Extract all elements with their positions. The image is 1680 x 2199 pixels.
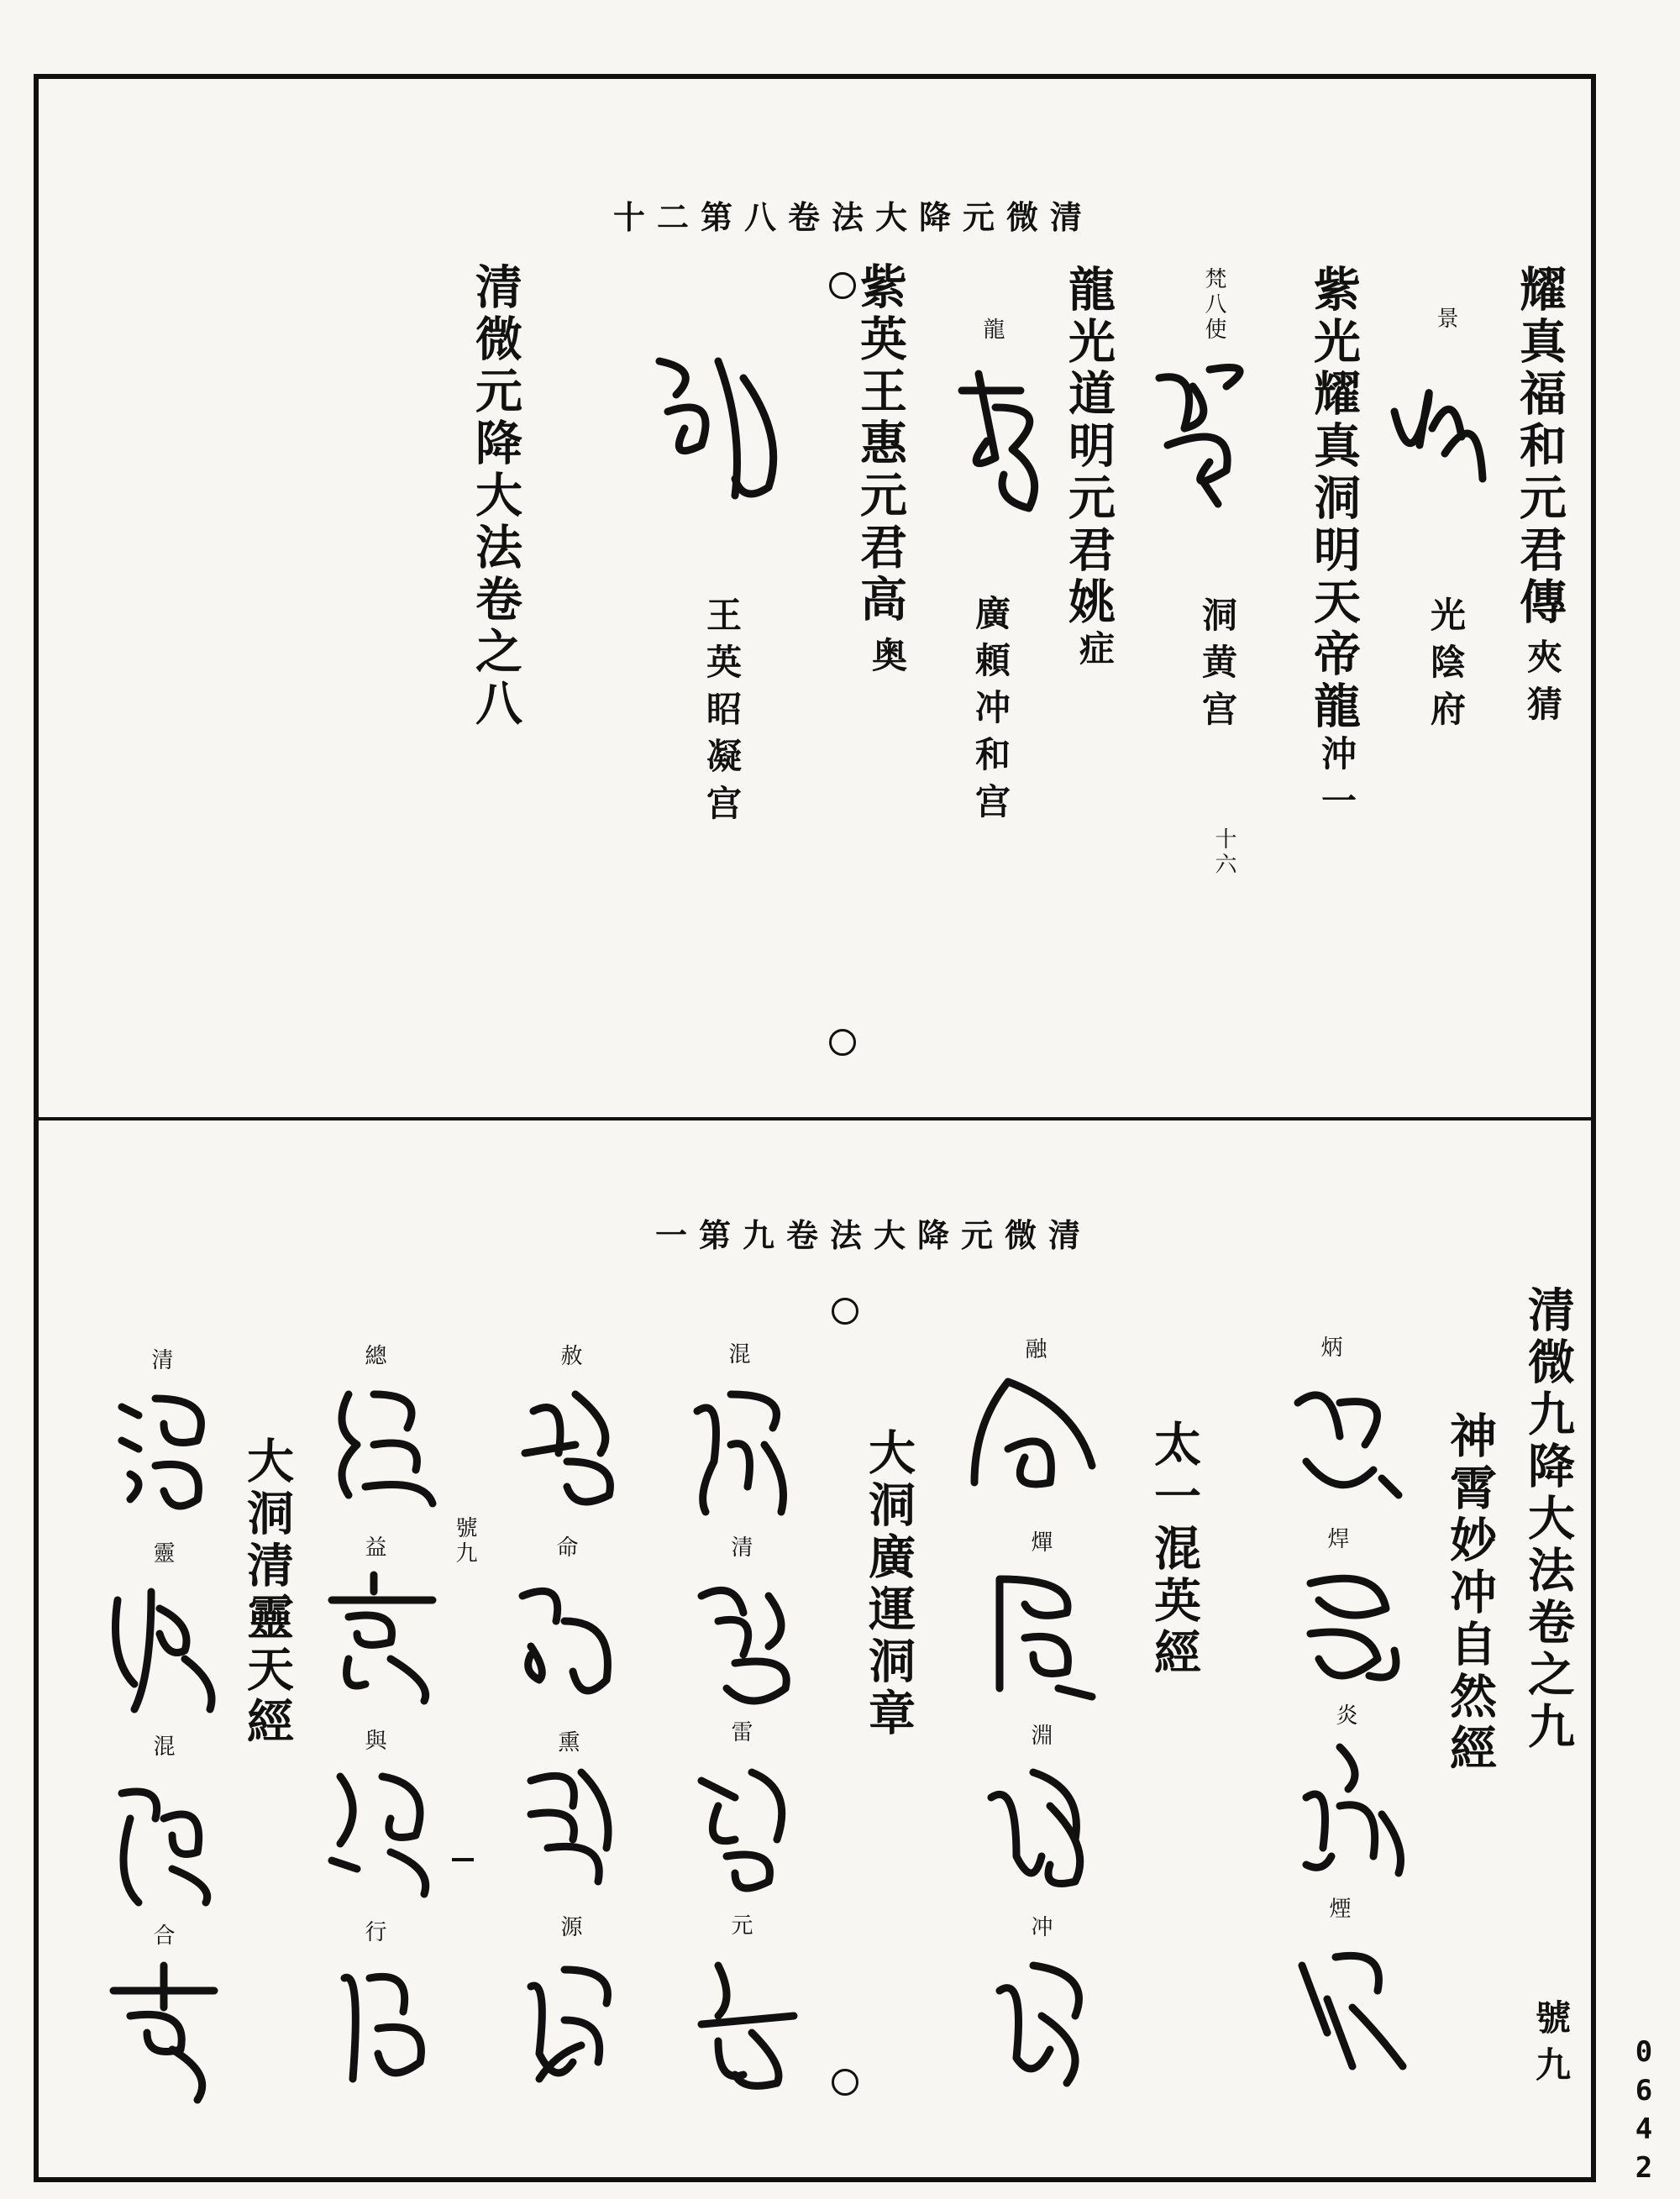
label-qing2: 清 [148,1348,173,1373]
binding-hole [832,1298,858,1325]
seal-glyph-qing2-icon [105,1382,223,1525]
label-xun: 熏 [554,1730,580,1756]
top-volume-end-title: 清微元降大法卷之八 [468,262,523,731]
top-col-3-main: 紫光耀真洞明天帝龍 [1306,265,1362,733]
top-col-6-small: 龍 [979,318,1005,343]
top-col-4-small: 梵八使 [1201,267,1226,343]
seal-glyph-yuan-icon [983,1756,1100,1898]
label-rong: 融 [1021,1337,1047,1362]
label-yuan: 淵 [1027,1724,1053,1749]
section-title-dadong-qingling: 大洞清靈天經 [239,1436,295,1749]
seal-glyph-qing-icon [685,1571,802,1714]
top-col-8-note: 王英眧凝宫 [701,596,743,832]
label-qing: 清 [727,1535,753,1561]
seal-glyph-yu-icon [323,1760,441,1902]
top-col-5-note: 症 [1074,630,1116,677]
binding-hole [829,272,856,299]
seal-glyph-he-icon [105,1957,223,2100]
top-running-header: 清微元降大法卷八第二十 [613,198,1095,236]
binding-hole [832,2069,858,2096]
note-nine: 號九 [452,1516,477,1567]
section-title-taiyi: 太一混英經 [1147,1420,1202,1680]
side-mark: 號九 [1530,1999,1572,2093]
seal-glyph-lei-icon [685,1756,802,1898]
label-chong: 冲 [1027,1915,1053,1940]
seal-glyph-hun-icon [680,1378,798,1520]
seal-glyph-bing-icon [1289,1369,1407,1512]
label-yan2: 煙 [1326,1897,1351,1922]
seal-glyph-long-icon [945,357,1054,517]
label-ming: 命 [553,1535,578,1561]
seal-glyph-ling-icon [101,1575,227,1718]
seal-glyph-yuan2-icon [685,1949,802,2091]
label-she: 赦 [557,1344,582,1369]
label-bing: 炳 [1317,1336,1342,1361]
seal-glyph-yuan3-icon [514,1953,623,2096]
label-yan: 炎 [1332,1703,1357,1729]
top-col-6-note: 廣頼冲和宫 [970,595,1011,830]
page-number-digit: 2 [1635,2151,1653,2185]
seal-glyph-she-icon [517,1378,626,1520]
label-yu: 與 [361,1729,386,1754]
seal-glyph-wang-icon [651,344,794,512]
top-col-7-main: 紫英王惠元君高 [853,262,908,627]
seal-glyph-chong-icon [983,1949,1100,2091]
label-chan: 燀 [1027,1530,1053,1556]
seal-glyph-ming-icon [514,1571,623,1714]
panel-divider [34,1117,1596,1120]
bottom-volume-title: 清微九降大法卷之九 [1520,1285,1576,1754]
seal-glyph-hun2-icon [105,1768,223,1911]
label-han: 焊 [1324,1527,1349,1552]
label-yi: 益 [361,1535,386,1561]
top-col-5-main: 龍光道明元君姚 [1061,265,1116,629]
seal-glyph-jing-icon [1386,353,1487,496]
label-ling: 靈 [150,1541,175,1567]
page-number-digit: 4 [1635,2112,1653,2146]
seal-glyph-chan-icon [983,1562,1100,1705]
label-yuan2: 元 [727,1913,753,1939]
binding-hole [829,1029,856,1056]
seal-glyph-rong-icon [958,1373,1100,1516]
label-hun2: 混 [150,1735,175,1760]
page-number-digit: 0 [1635,2035,1653,2069]
seal-glyph-yi-icon [323,1567,441,1709]
label-yuan3: 源 [557,1915,582,1940]
label-zong: 總 [361,1344,386,1369]
bottom-running-header: 清微元降大法卷九第一 [655,1216,1093,1254]
top-col-4-tiny: 十六 [1211,827,1236,878]
label-hun: 混 [725,1342,750,1367]
dash-mark [452,1858,474,1861]
page-number [1631,2033,1656,2187]
label-he: 合 [150,1923,175,1949]
top-col-7-note: 奥 [867,637,908,684]
top-col-1-note: 夾猜 [1522,638,1563,732]
seal-glyph-yan2-icon [1294,1932,1411,2075]
top-col-2-small: 景 [1433,307,1458,332]
top-col-2-note: 光陰府 [1425,596,1467,737]
top-col-3-note: 沖一 [1316,735,1357,829]
top-col-1-main: 耀真福和元君傳 [1512,265,1567,629]
seal-glyph-xing-icon [328,1953,445,2096]
bottom-subtitle: 神霄妙冲自然經 [1442,1411,1498,1776]
seal-glyph-xun-icon [514,1756,623,1898]
label-xing: 行 [361,1920,386,1945]
seal-glyph-han-icon [1294,1558,1411,1701]
seal-glyph-zong-icon [323,1378,441,1520]
page-number-digit: 6 [1635,2074,1653,2107]
top-col-4-note: 洞黄宫 [1197,596,1238,737]
section-title-dadong-guangyun: 大洞廣運洞章 [861,1428,916,1740]
seal-glyph-fan-icon [1151,353,1268,512]
seal-glyph-yan-icon [1289,1739,1415,1881]
label-lei: 雷 [727,1720,753,1745]
